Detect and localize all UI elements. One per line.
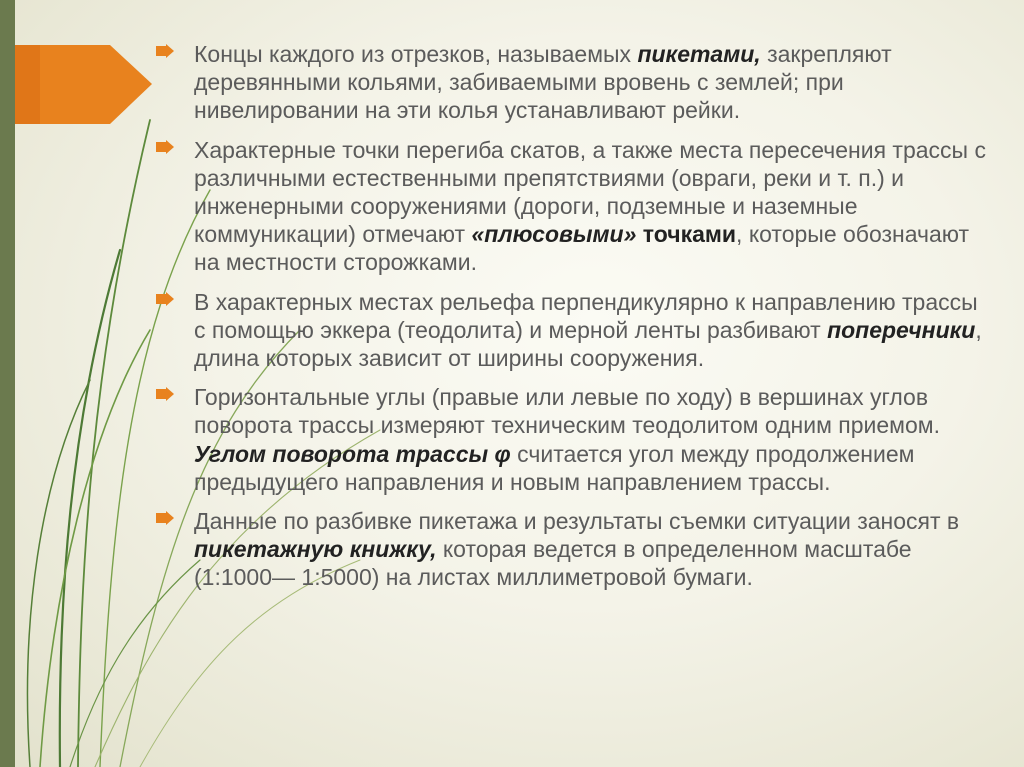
- bullet-item-1: [156, 40, 992, 125]
- emphasis-term: Углом поворота трассы φ: [194, 440, 511, 467]
- arrow-bullet-icon: [156, 511, 174, 525]
- arrow-bullet-icon: [156, 140, 174, 154]
- bullet-text: Концы каждого из отрезков, называемых: [194, 41, 638, 67]
- arrow-bullet-icon: [156, 387, 174, 401]
- bullet-text: закрепляют деревянными кольями, забиваемыми вровень с землей; при нивелировании на эти колья устанавливают рейки.: [194, 41, 892, 124]
- arrow-bullet-icon: [156, 292, 174, 306]
- bullet-text: В характерных местах рельефа перпендикулярно к направлению трассы с помощью эккера (теодолита) и мерной ленты разбивают: [194, 288, 978, 343]
- bullet-list: [156, 40, 992, 603]
- bullet-item-3: [156, 288, 992, 373]
- bullet-text: которая ведется в определенном масштабе (1:1000— 1:5000) на листах миллиметровой бумаги.: [194, 536, 912, 591]
- bullet-text: Характерные точки перегиба скатов, а также места пересечения трассы с различными естественными препятствиями (овраги, реки и т. п.) и инженерными сооружениями (дороги, подземные и наземные коммуникации) отмечают: [194, 136, 986, 248]
- arrow-bullet-icon: [156, 44, 174, 58]
- emphasis-term: точками: [642, 221, 737, 248]
- bullet-item-5: [156, 507, 992, 592]
- bullet-text: , длина которых зависит от ширины сооружения.: [194, 316, 982, 372]
- bullet-item-4: [156, 383, 992, 496]
- emphasis-term: пикетами,: [637, 41, 761, 67]
- emphasis-term: «плюсовыми»: [471, 221, 637, 248]
- bullet-text: , которые обозначают на местности сторожками.: [194, 221, 970, 276]
- bullet-text: Горизонтальные углы (правые или левые по ходу) в вершинах углов поворота трассы измеряют техническим теодолитом одним приемом.: [194, 384, 940, 439]
- emphasis-term: пикетажную книжку,: [194, 536, 437, 563]
- bullet-item-2: [156, 136, 992, 277]
- emphasis-term: поперечники: [827, 316, 976, 343]
- bullet-text: Данные по разбивке пикетажа и результаты съемки ситуации заносят в: [194, 508, 960, 535]
- bullet-text: считается угол между продолжением предыдущего направления и новым направлением трассы.: [194, 440, 915, 495]
